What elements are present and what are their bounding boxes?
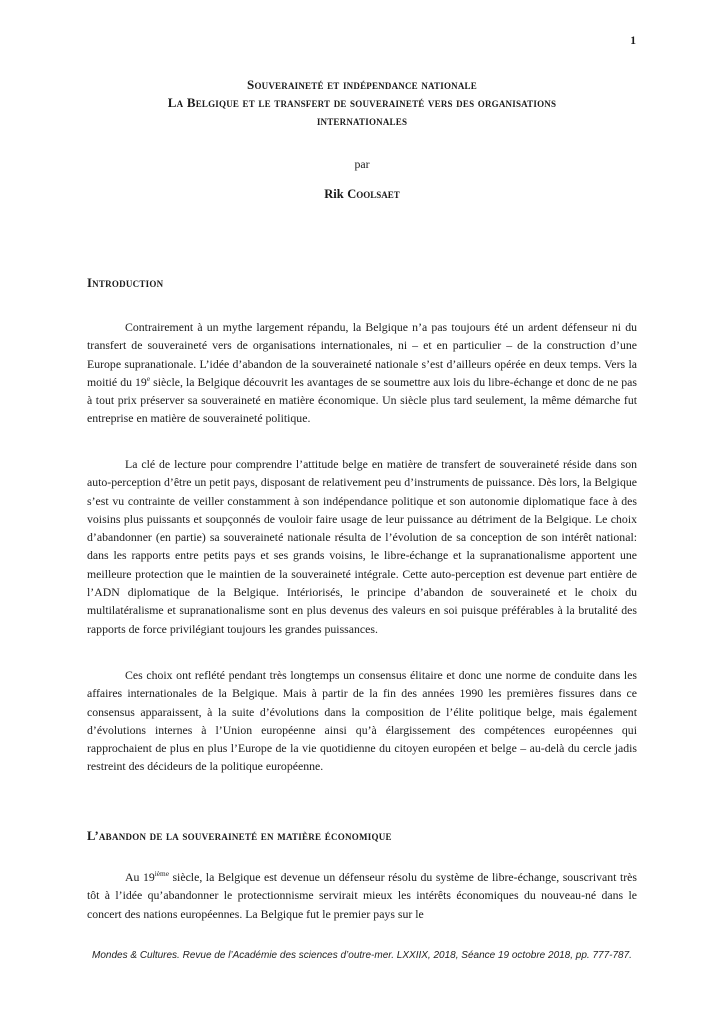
footer-citation: Mondes & Cultures. Revue de l’Académie des sciences d’outre-mer. LXXIIX, 2018, Séance 19 octobre 2018, pp. 777-787. <box>92 950 632 961</box>
paragraph-4 <box>87 868 637 923</box>
paragraph-2: La clé de lecture pour comprendre l’attitude belge en matière de transfert de souveraineté réside dans son auto-perception d’être un petit pays, disposant de relativement peu d’instruments de puissance. Dès lors, la Belgique s’est vu contrainte de veiller constamment à son indépendance politique et son autonomie diplomatique face à des voisins plus puissants et soupçonnés de vouloir faire usage de leur puissance au détriment de la Belgique. Le choix d’abandonner (en partie) sa souveraineté nationale résulta de l’évolution de sa conception de son intérêt national: dans les rapports entre petits pays et ses grands voisins, le libre-échange et la supranationalisme apportent une meilleure protection que le maintien de la souveraineté intégrale. Cette auto-perception est devenue part entière de l’ADN diplomatique de la Belgique. Intériorisés, le principe d’abandon de souveraineté et le choix du multilatéralisme et supranationalisme sont en plus devenus des valeurs en soi puisque préférables à la brutalité des rapports de force privilégiant toujours les grandes puissances. <box>87 457 637 636</box>
document-title-line-3: internationales <box>316 113 408 128</box>
paragraph-1 <box>87 318 637 428</box>
author-name <box>0 187 724 202</box>
document-title-line-2: La Belgique et le transfert de souveraineté vers des organisations <box>167 95 557 110</box>
paragraph-1-text-before-superscript: Contrairement à un mythe largement répandu, la Belgique n’a pas toujours été un ardent défenseur ni du transfert de souveraineté vers de organisations internationales, ni – et en particulier – de la construction d’une Europe supranationale. L’idée d’abandon de la souveraineté nationale s’est d’ailleurs opérée en deux temps. Vers la moitié du 19 <box>87 320 637 389</box>
paragraph-1-text-after-superscript: siècle, la Belgique découvrit les avantages de se soumettre aux lois du libre-échange et donc de ne pas à tout prix préserver sa souveraineté en matière économique. Un siècle plus tard seulement, la même démarche fut entreprise en matière de souveraineté politique. <box>87 374 638 426</box>
ordinal-superscript-19e: e <box>146 373 151 383</box>
author-last-name: Coolsaet <box>347 187 400 201</box>
paragraph-4-text-before-superscript: Au 19 <box>125 870 155 884</box>
ordinal-superscript-19ieme: ième <box>154 869 169 879</box>
author-first-name: Rik <box>324 187 344 201</box>
title-block <box>60 76 664 130</box>
document-title-line-1: Souveraineté et indépendance nationale <box>247 77 477 92</box>
paragraph-4-text-after-superscript: siècle, la Belgique est devenue un défenseur résolu du système de libre-échange, souscrivant très tôt à l’idée qu’abandonner le protectionnisme servirait mieux les intérêts économiques du nouveau-né dans le concert des nations européennes. La Belgique fut le premier pays sur le <box>87 870 637 921</box>
section-heading-economy: L’abandon de la souveraineté en matière économique <box>87 829 392 843</box>
byline-prefix: par <box>354 157 370 171</box>
page-number: 1 <box>630 35 636 47</box>
section-heading-introduction: Introduction <box>87 276 164 290</box>
paragraph-3: Ces choix ont reflété pendant très longtemps un consensus élitaire et donc une norme de conduite dans les affaires internationales de la Belgique. Mais à partir de la fin des années 1990 les premières fissures dans ce consensus apparaissent, à la suite d’évolutions dans la composition de l’élite politique belge, mais également d’évolutions internes à l’Union européenne ainsi qu’à élargissement des compétences européennes qui rapprochaient de plus en plus l’Europe de la vie quotidienne du citoyen européen et belge – au-delà du cercle jadis restreint des décideurs de la politique européenne. <box>87 668 637 774</box>
